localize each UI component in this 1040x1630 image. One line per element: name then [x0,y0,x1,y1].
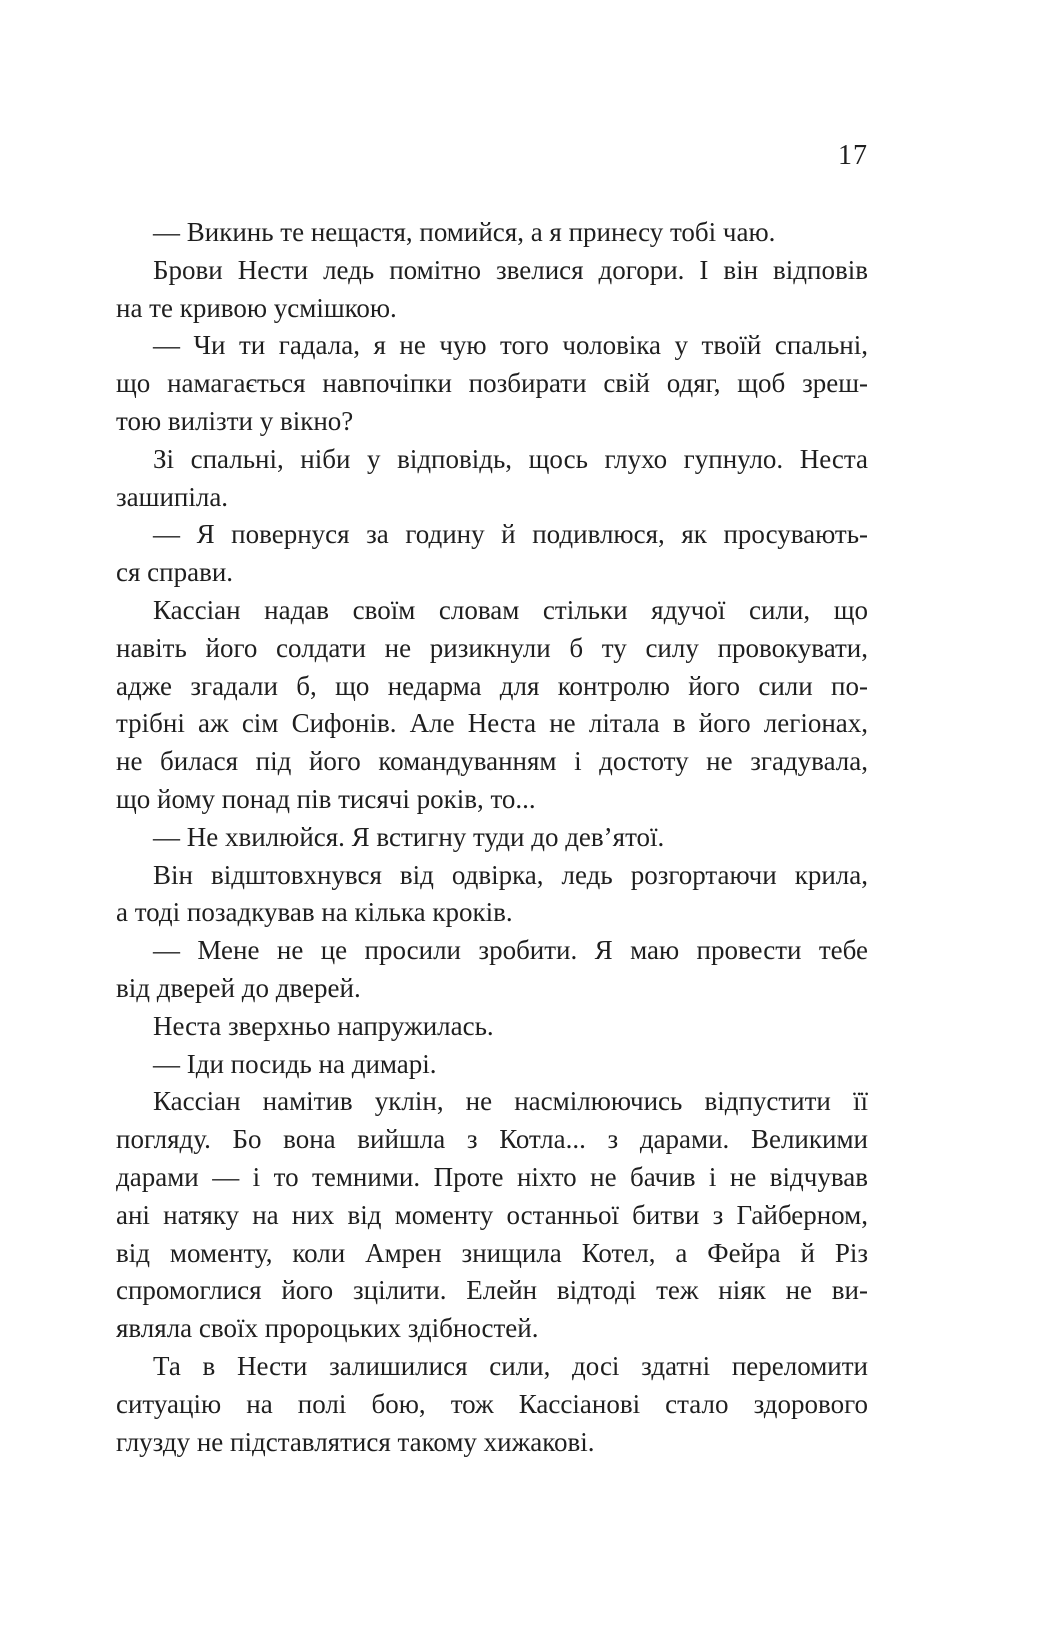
text-line: являла своїх пророцьких здібностей. [116,1313,539,1344]
text-line: тою вилізти у вікно? [116,405,354,436]
text-line: Він відштовхнувся від одвірка, ледь розгортаючи крила, [153,859,868,890]
text-line: зашипіла. [116,481,229,512]
text-line: — Мене не це просили зробити. Я маю провести тебе [153,935,868,966]
text-line: а тоді позадкував на кілька кроків. [116,897,513,928]
text-line: — Викинь те нещастя, помийся, а я принесу тобі чаю. [153,217,776,247]
text-line: ані натяку на них від моменту останньої битви з Гайберном, [116,1199,868,1230]
text-line: погляду. Бо вона вийшла з Котла... з дарами. Великими [116,1124,868,1155]
text-line: ситуацію на полі бою, тож Кассіанові стало здорового [116,1388,868,1419]
text-line: Кассіан намітив уклін, не насмілюючись відпустити її [153,1086,868,1117]
text-line: — Іди посидь на димарі. [153,1048,437,1079]
text-line: Брови Нести ледь помітно звелися догори. І він відповів [153,254,868,285]
text-line: — Чи ти гадала, я не чую того чоловіка у твоїй спальні, [153,330,868,361]
text-line: від моменту, коли Амрен знищила Котел, а Фейра й Різ [116,1237,868,1268]
text-line: Неста зверхньо напружилась. [153,1010,494,1041]
text-line: Та в Нести залишилися сили, досі здатні переломити [153,1350,868,1381]
text-line: Зі спальні, ніби у відповідь, щось глухо гупнуло. Неста [153,443,868,474]
text-line: що намагається навпочіпки позбирати свій одяг, щоб зреш- [116,368,868,399]
text-line: ся справи. [116,557,234,588]
text-line: від дверей до дверей. [116,972,361,1003]
text-line: трібні аж сім Сифонів. Але Неста не літала в його легіонах, [116,708,868,739]
text-line: Кассіан надав своїм словам стільки ядучої сили, що [153,594,868,625]
text-line: — Не хвилюйся. Я встигну туди до дев’ятої. [153,821,665,852]
text-line: — Я повернуся за годину й подивлюся, як просувають- [153,519,868,550]
text-line: спромоглися його зцілити. Елейн відтоді теж ніяк не ви- [116,1275,868,1306]
text-line: що йому понад пів тисячі років, то... [116,783,536,814]
text-line: не билася під його командуванням і достоту не згадувала, [116,746,868,777]
text-line: глузду не підставлятися такому хижакові. [116,1426,595,1457]
text-line: адже згадали б, що недарма для контролю його сили по- [116,670,868,701]
page-number: 17 [838,140,868,171]
text-line: навіть його солдати не ризикнули б ту силу провокувати, [116,632,868,663]
text-line: дарами — і то темними. Проте ніхто не бачив і не відчував [116,1161,868,1192]
page-text [116,214,868,1461]
text-line: на те кривою усмішкою. [116,292,397,323]
